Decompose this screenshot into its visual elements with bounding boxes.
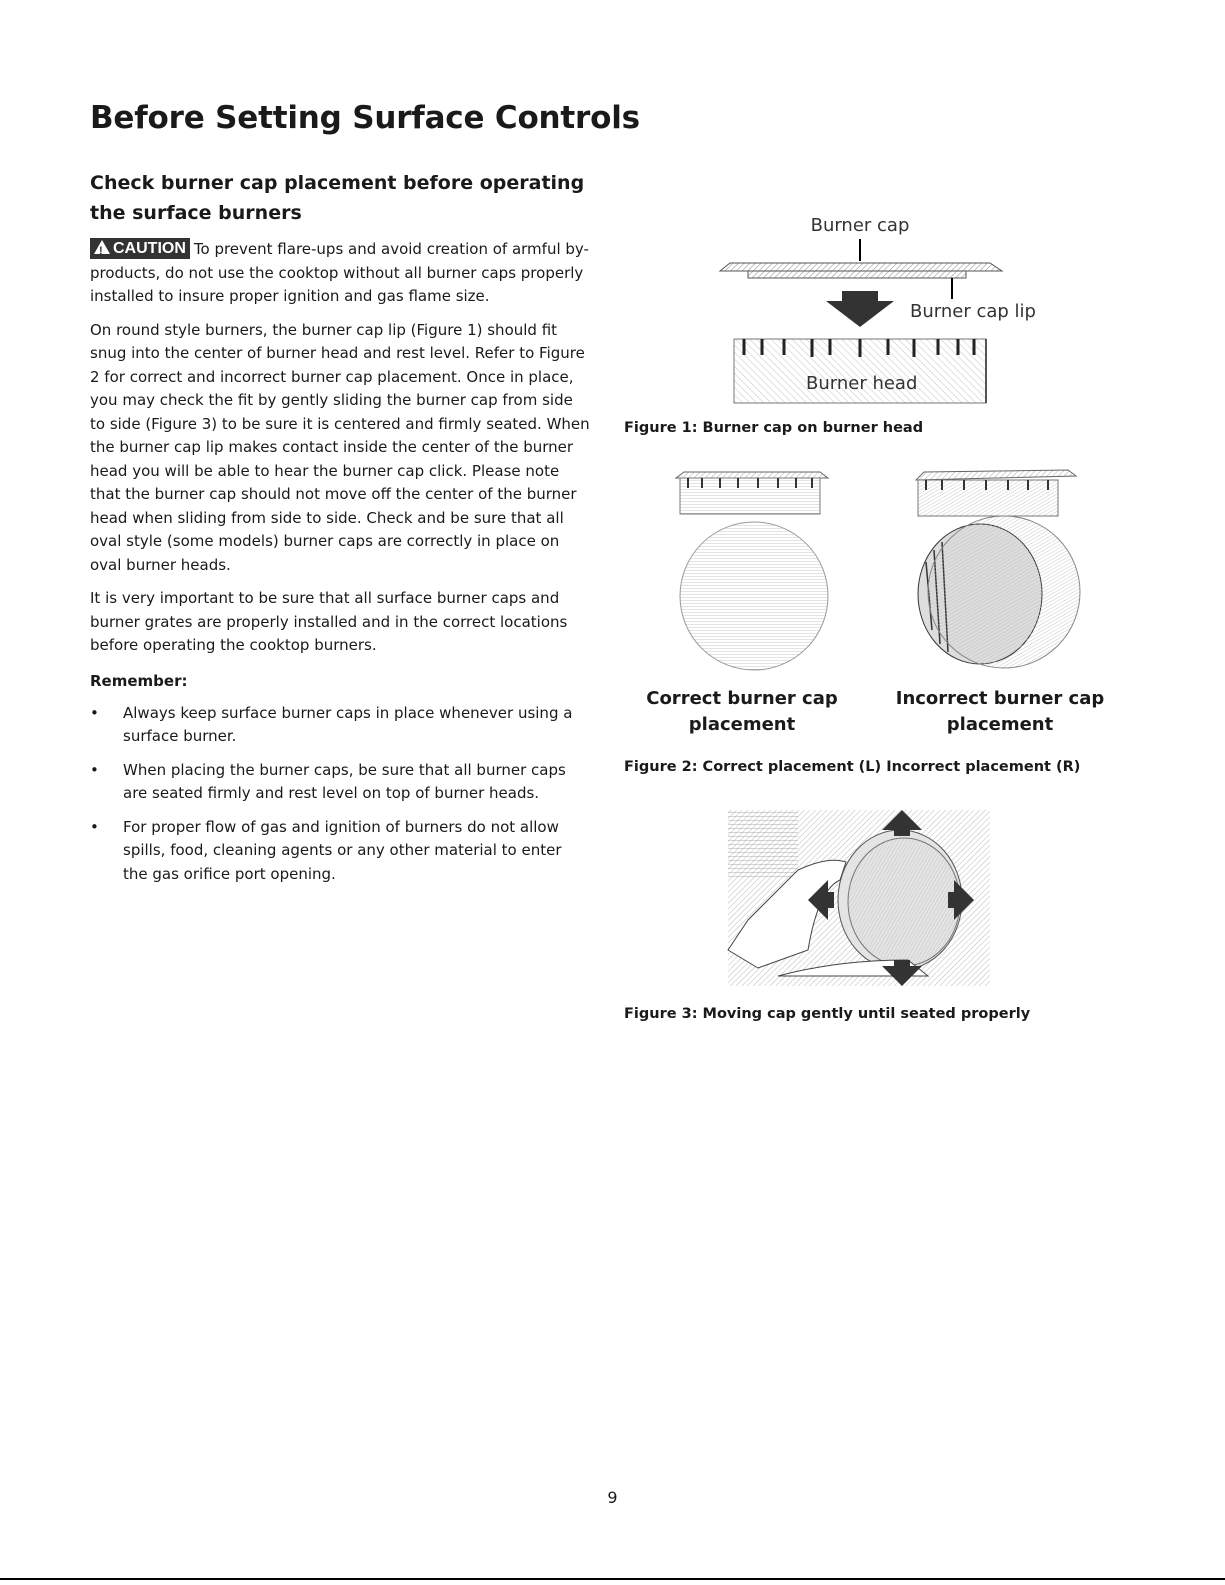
burner-cap-lip-label: Burner cap lip (910, 301, 1036, 322)
figure-1-illustration (700, 205, 1060, 410)
figure-3-caption: Figure 3: Moving cap gently until seated properly (624, 1006, 1031, 1022)
figure-2-incorrect-illustration (908, 462, 1093, 682)
caution-text: To prevent flare-ups and avoid creation of armful by-products, do not use the cooktop without all burner caps properly installed to insure proper ignition and gas flame size. (90, 240, 589, 305)
page-title: Before Setting Surface Controls (90, 100, 640, 136)
incorrect-placement-label: Incorrect burner cap placement (895, 688, 1105, 735)
body-paragraph-2: It is very important to be sure that all surface burner caps and burner grates are properly installed and in the correct locations before operating the cooktop burners. (90, 589, 568, 654)
warning-triangle-icon (94, 240, 110, 254)
main-text-column (90, 168, 590, 896)
list-item: • Always keep surface burner caps in place whenever using a surface burner. (90, 702, 590, 749)
list-item: • For proper flow of gas and ignition of burners do not allow spills, food, cleaning agents or any other material to enter the gas orifice port opening. (90, 816, 590, 887)
figure-2-caption: Figure 2: Correct placement (L) Incorrect placement (R) (624, 759, 1081, 775)
burner-cap-label: Burner cap (810, 215, 910, 236)
figure-1-caption: Figure 1: Burner cap on burner head (624, 420, 924, 436)
bottom-rule (0, 1578, 1225, 1580)
figure-3-illustration (718, 800, 993, 990)
correct-placement-label: Correct burner cap placement (646, 688, 838, 735)
page-number: 9 (607, 1488, 618, 1507)
remember-label: Remember: (90, 671, 188, 690)
body-paragraph-1: On round style burners, the burner cap lip (Figure 1) should fit snug into the center of burner head and rest level. Refer to Figure 2 for correct and incorrect burner cap placement. Once in place, you may check the fit by gently sliding the burner cap from side to side (Figure 3) to be sure it is centered and firmly seated. When the burner cap lip makes contact inside the center of the burner head you will be able to hear the burner cap click. Please note that the burner cap should not move off the center of the burner head when sliding from side to side. Check and be sure that all oval style (some models) burner caps are correctly in place on oval burner heads. (90, 320, 590, 574)
section-heading: Check burner cap placement before operating the surface burners (90, 172, 585, 224)
caution-label: CAUTION (113, 240, 186, 257)
burner-head-label: Burner head (806, 373, 918, 394)
caution-paragraph (90, 238, 590, 309)
caution-badge (90, 238, 190, 259)
remember-list (90, 702, 590, 887)
list-item: • When placing the burner caps, be sure that all burner caps are seated firmly and rest level on top of burner heads. (90, 759, 590, 806)
figure-2-correct-illustration (670, 462, 840, 682)
